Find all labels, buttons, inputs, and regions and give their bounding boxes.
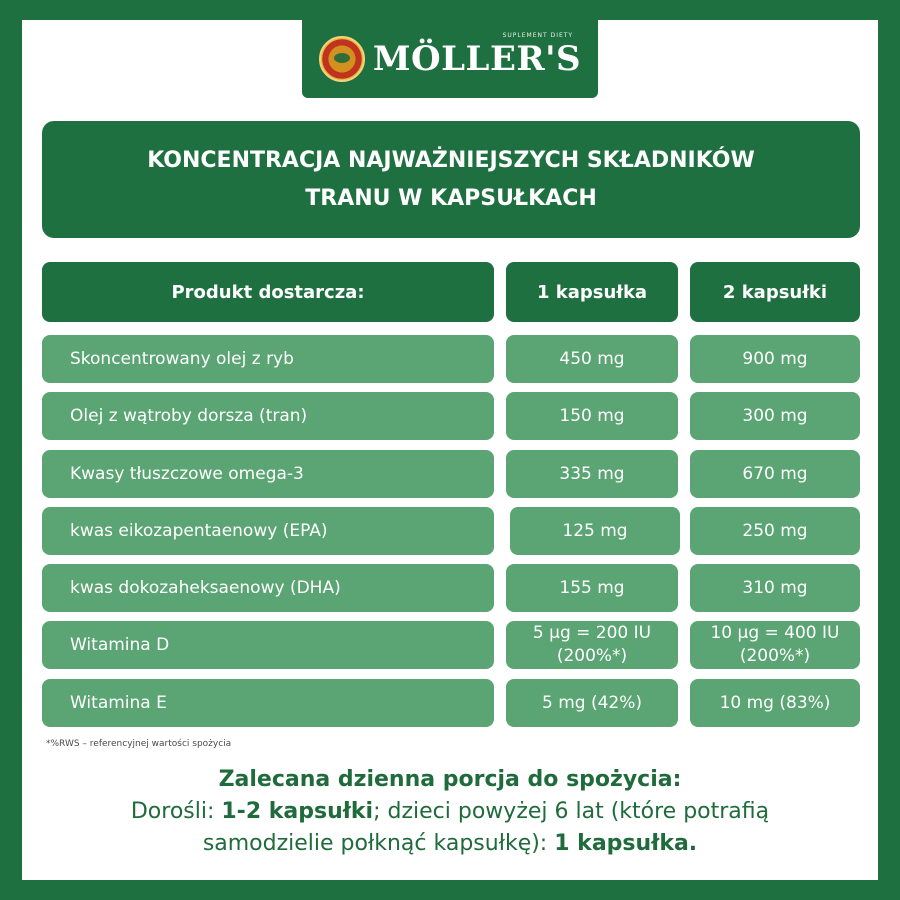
brand-wordmark	[372, 32, 582, 79]
recommendation	[22, 764, 878, 860]
table-cell-one: 150 mg	[506, 392, 678, 440]
header-two-capsules: 2 kapsułki	[690, 262, 860, 322]
table-cell-two: 900 mg	[690, 335, 860, 383]
table-cell-two: 300 mg	[690, 392, 860, 440]
table-row-label: Witamina E	[42, 679, 494, 727]
recommendation-line-2: Dorośli: 1-2 kapsułki; dzieci powyżej 6 lat (które potrafią	[130, 799, 770, 824]
cell-line-2: (200%*)	[739, 646, 811, 666]
recommendation-heading: Zalecana dzienna porcja do spożycia:	[218, 767, 682, 792]
table-row-label: kwas eikozapentaenowy (EPA)	[42, 507, 494, 555]
table-cell-two: 10 mg (83%)	[690, 679, 860, 727]
table-row-label: Skoncentrowany olej z ryb	[42, 335, 494, 383]
cell-line-2: (200%*)	[556, 646, 628, 666]
table-cell-two: 670 mg	[690, 450, 860, 498]
recommendation-line-3: samodzielie połknąć kapsułkę): 1 kapsułka.	[202, 831, 698, 856]
header-one-capsule: 1 kapsułka	[506, 262, 678, 322]
brand-logo	[302, 20, 598, 98]
table-cell-one: 450 mg	[506, 335, 678, 383]
table-row-label: Witamina D	[42, 621, 494, 669]
footnote: *%RWS – referencyjnej wartości spożycia	[46, 739, 232, 749]
table-cell-two: 310 mg	[690, 564, 860, 612]
brand-seal-icon	[319, 36, 365, 82]
table-cell-two	[690, 621, 860, 669]
title-line-1: KONCENTRACJA NAJWAŻNIEJSZYCH SKŁADNIKÓW	[147, 147, 755, 173]
title-line-2: TRANU W KAPSUŁKACH	[305, 185, 597, 211]
table-row-label: Olej z wątroby dorsza (tran)	[42, 392, 494, 440]
table-cell-one	[506, 621, 678, 669]
brand-name: MÖLLER'S	[372, 39, 582, 79]
table-row-label: kwas dokozaheksaenowy (DHA)	[42, 564, 494, 612]
table-cell-one: 125 mg	[510, 507, 680, 555]
table-cell-two: 250 mg	[690, 507, 860, 555]
table-cell-one: 155 mg	[506, 564, 678, 612]
brand-tagline: SUPLEMENT DIETY	[502, 32, 574, 39]
table-cell-one: 5 mg (42%)	[506, 679, 678, 727]
header-product: Produkt dostarcza:	[42, 262, 494, 322]
table-row-label: Kwasy tłuszczowe omega-3	[42, 450, 494, 498]
table-cell-one: 335 mg	[506, 450, 678, 498]
page-title	[42, 121, 860, 238]
cell-line-1: 10 µg = 400 IU	[710, 623, 840, 643]
cell-line-1: 5 µg = 200 IU	[532, 623, 652, 643]
